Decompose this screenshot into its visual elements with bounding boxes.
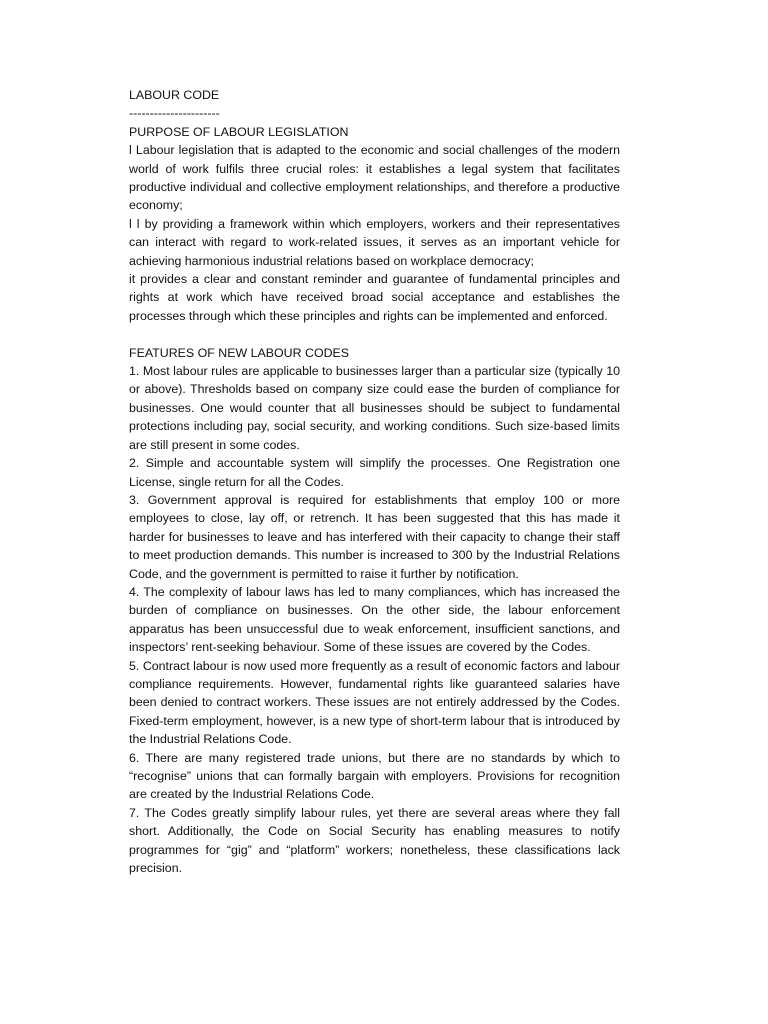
document-page: [129, 86, 620, 877]
purpose-paragraph-1: l Labour legislation that is adapted to the economic and social challenges of the modern world of work fulfils three crucial roles: it establishes a legal system that facilitates productive individual and collective employment relationships, and therefore a productive economy;: [129, 143, 620, 213]
title-underline: ----------------------: [129, 106, 220, 121]
purpose-heading: PURPOSE OF LABOUR LEGISLATION: [129, 124, 349, 139]
features-heading: FEATURES OF NEW LABOUR CODES: [129, 345, 350, 360]
section-spacer: [129, 325, 620, 343]
feature-item-2: 2. Simple and accountable system will simplify the processes. One Registration one License, single return for all the Codes.: [129, 456, 620, 489]
feature-item-4: 4. The complexity of labour laws has led to many compliances, which has increased the burden of compliance on businesses. On the other side, the labour enforcement apparatus has been unsuccessful due to weak enforcement, insufficient sanctions, and inspectors’ rent-seeking behaviour. Some of these issues are covered by the Codes.: [129, 584, 620, 655]
feature-item-1: 1. Most labour rules are applicable to businesses larger than a particular size (typically 10 or above). Thresholds based on company size could ease the burden of compliance for businesses. One would counter that all businesses should be subject to fundamental protections including pay, social security, and working conditions. Such size-based limits are still present in some codes.: [129, 364, 620, 452]
feature-item-6: 6. There are many registered trade unions, but there are no standards by which to “recognise” unions that can formally bargain with employers. Provisions for recognition are created by the Industrial Relations Code.: [129, 750, 620, 802]
feature-item-7: 7. The Codes greatly simplify labour rules, yet there are several areas where they fall short. Additionally, the Code on Social Security has enabling measures to notify programmes for “gig” and “platform” workers; nonetheless, these classifications lack precision.: [129, 805, 620, 876]
purpose-paragraph-3: it provides a clear and constant reminder and guarantee of fundamental principles and rights at work which have received broad social acceptance and establishes the processes through which these principles and rights can be implemented and enforced.: [129, 272, 620, 323]
feature-item-5: 5. Contract labour is now used more frequently as a result of economic factors and labour compliance requirements. However, fundamental rights like guaranteed salaries have been denied to contract workers. These issues are not entirely addressed by the Codes. Fixed-term employment, however, is a new type of short-term labour that is introduced by the Industrial Relations Code.: [129, 658, 620, 747]
document-title: LABOUR CODE: [129, 88, 220, 102]
purpose-paragraph-2: l l by providing a framework within which employers, workers and their representatives can interact with regard to work-related issues, it serves as an important vehicle for achieving harmonious industrial relations based on workplace democracy;: [129, 216, 620, 268]
feature-item-3: 3. Government approval is required for establishments that employ 100 or more employees to close, lay off, or retrench. It has been suggested that this has made it harder for businesses to leave and has interfered with their capacity to change their staff to meet production demands. This number is increased to 300 by the Industrial Relations Code, and the government is permitted to raise it further by notification.: [129, 492, 620, 581]
